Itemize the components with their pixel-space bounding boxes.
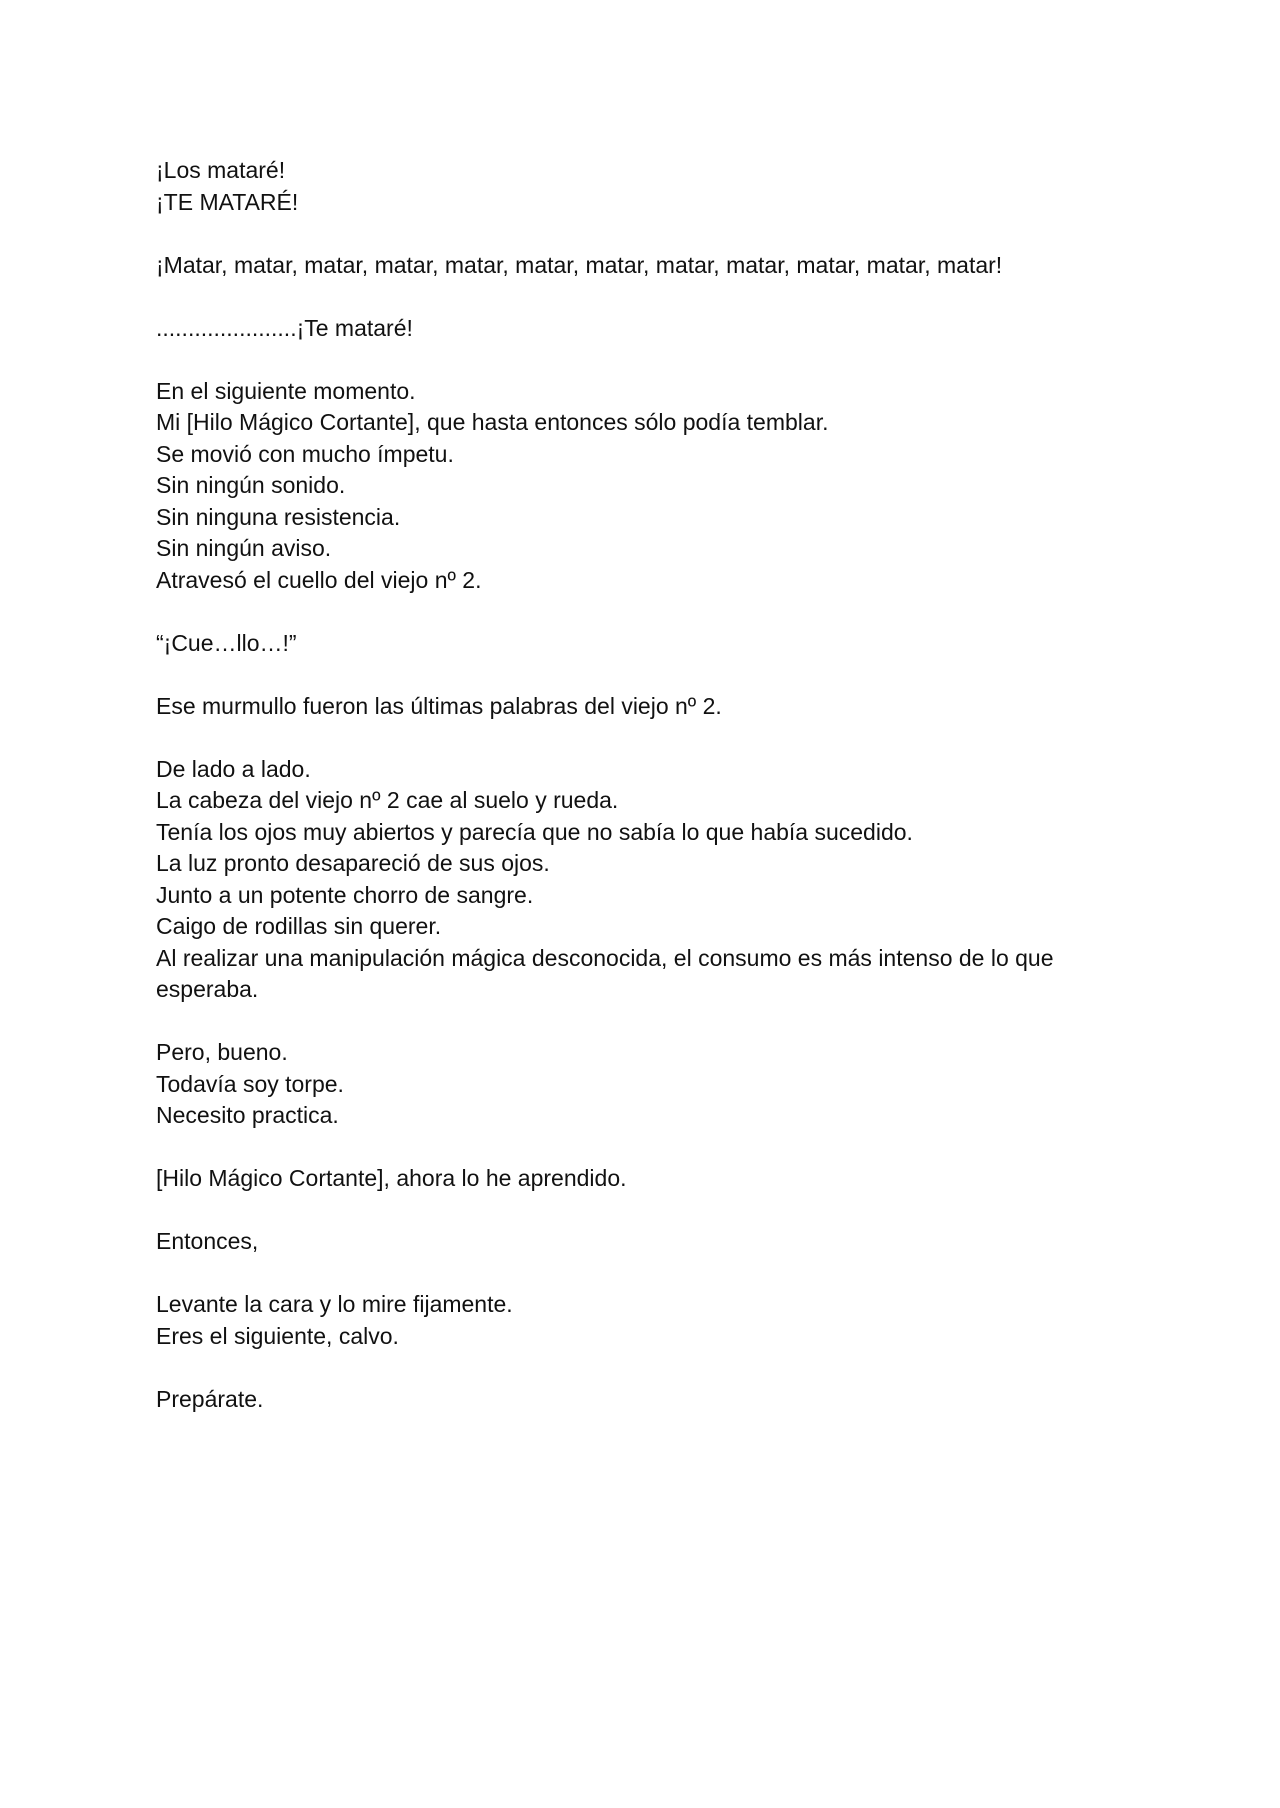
text-line: ¡Los mataré! <box>156 157 286 183</box>
text-line: ¡Matar, matar, matar, matar, matar, matar, matar, matar, matar, matar, matar, matar! <box>156 251 1003 278</box>
text-line: Eres el siguiente, calvo. <box>156 1322 399 1349</box>
text-line: En el siguiente momento. <box>156 377 416 404</box>
text-line: Prepárate. <box>156 1385 264 1412</box>
paragraph <box>156 1384 1136 1416</box>
text-line: Sin ningún sonido. <box>156 472 346 498</box>
text-line: Mi [Hilo Mágico Cortante], que hasta entonces sólo podía temblar. <box>156 409 829 435</box>
text-line: Pero, bueno. <box>156 1039 288 1065</box>
paragraph <box>156 1163 1136 1195</box>
text-line: ......................¡Te mataré! <box>156 314 413 341</box>
text-line: Atravesó el cuello del viejo nº 2. <box>156 566 482 593</box>
text-line: Sin ningún aviso. <box>156 535 332 561</box>
paragraph <box>156 250 1136 282</box>
text-line: Se movió con mucho ímpetu. <box>156 440 454 467</box>
paragraph <box>156 313 1136 345</box>
text-line: Ese murmullo fueron las últimas palabras del viejo nº 2. <box>156 692 722 719</box>
text-line: De lado a lado. <box>156 755 311 782</box>
text-line: Tenía los ojos muy abiertos y parecía que no sabía lo que había sucedido. <box>156 818 913 845</box>
text-line: Levante la cara y lo mire fijamente. <box>156 1291 513 1317</box>
text-line: Todavía soy torpe. <box>156 1070 344 1097</box>
paragraph <box>156 155 1136 218</box>
paragraph <box>156 1289 1136 1352</box>
text-line: La luz pronto desapareció de sus ojos. <box>156 850 550 876</box>
text-line: [Hilo Mágico Cortante], ahora lo he aprendido. <box>156 1165 627 1191</box>
paragraph <box>156 691 1136 723</box>
text-line: Entonces, <box>156 1228 259 1254</box>
document-body <box>156 155 1136 1447</box>
paragraph <box>156 1226 1136 1258</box>
text-line: La cabeza del viejo nº 2 cae al suelo y rueda. <box>156 787 619 813</box>
text-line: Sin ninguna resistencia. <box>156 503 401 530</box>
paragraph <box>156 628 1136 660</box>
text-line: “¡Cue…llo…!” <box>156 629 297 656</box>
text-line: Al realizar una manipulación mágica desconocida, el consumo es más intenso de lo que esperaba. <box>156 944 1054 1002</box>
paragraph <box>156 1037 1136 1132</box>
text-line: Caigo de rodillas sin querer. <box>156 913 442 939</box>
text-line: Junto a un potente chorro de sangre. <box>156 881 534 908</box>
text-line: ¡TE MATARÉ! <box>156 188 299 215</box>
paragraph <box>156 376 1136 597</box>
paragraph <box>156 754 1136 1006</box>
text-line: Necesito practica. <box>156 1102 339 1128</box>
